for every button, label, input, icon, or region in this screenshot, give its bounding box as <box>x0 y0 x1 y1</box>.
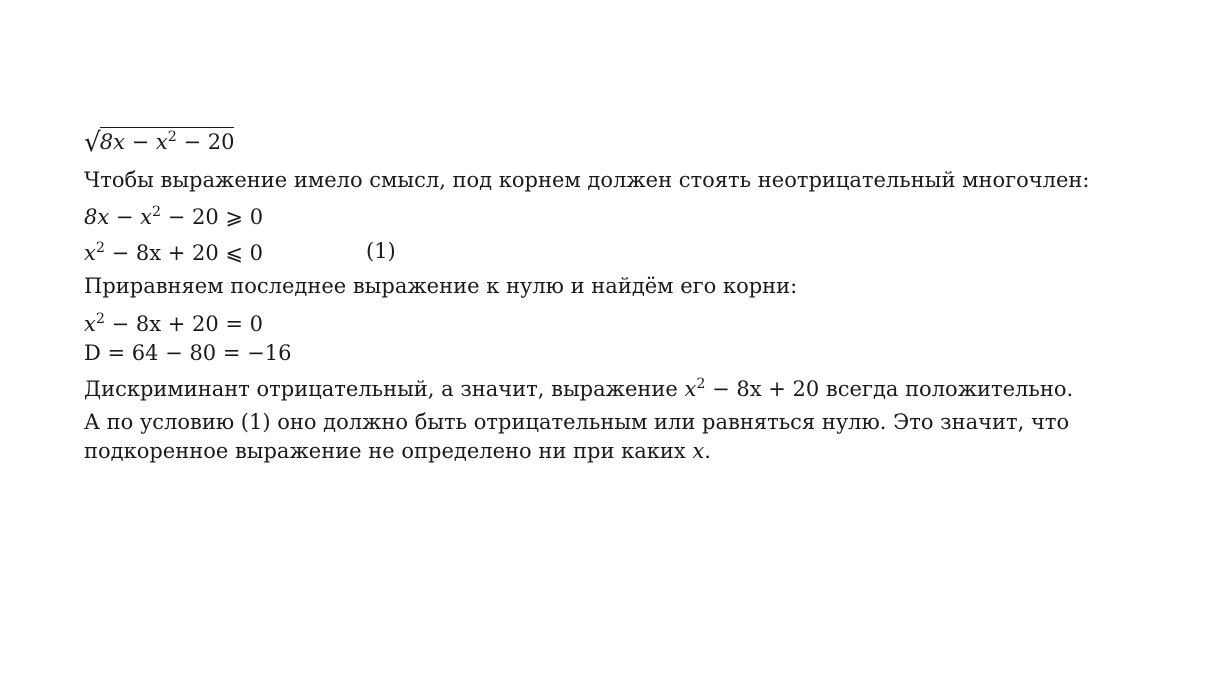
disc-math-right: − 8x + 20 <box>705 376 820 401</box>
equation-number: (1) <box>366 239 396 263</box>
ineq1-exponent: 2 <box>152 204 162 220</box>
cond2-after: . <box>704 439 711 463</box>
intro-text: Чтобы выражение имело смысл, под корнем должен стоять неотрицательный многочлен: <box>84 168 1090 192</box>
inequality-1 <box>84 205 263 228</box>
condition-text-1: А по условию (1) оно должно быть отрицательным или равняться нулю. Это значит, что <box>84 410 1070 434</box>
discriminant-text <box>84 377 1073 400</box>
ineq2-left: x <box>84 240 96 265</box>
cond2-before: подкоренное выражение не определено ни при каких <box>84 439 693 463</box>
inequality-2 <box>84 241 484 264</box>
disc-math-exponent: 2 <box>696 376 706 392</box>
ineq2-right: − 8x + 20 ⩽ 0 <box>104 240 264 265</box>
eq-left: x <box>84 311 96 336</box>
ineq2-exponent: 2 <box>95 240 105 256</box>
quadratic-equation <box>84 312 263 335</box>
disc-math-left: x <box>684 376 697 401</box>
radicand-part-b: − 20 <box>176 129 235 154</box>
ineq1-left: 8x − x <box>84 204 152 229</box>
disc-text-after: всегда положительно. <box>819 376 1074 401</box>
cond2-variable: x <box>692 439 705 463</box>
square-root <box>84 127 234 157</box>
radicand-exponent: 2 <box>167 129 177 145</box>
equate-text: Приравняем последнее выражение к нулю и найдём его корни: <box>84 274 798 298</box>
radical-sign-icon: √ <box>84 128 101 159</box>
discriminant-line: D = 64 − 80 = −16 <box>84 341 292 365</box>
radicand <box>100 127 235 153</box>
condition-text-2 <box>84 441 711 462</box>
ineq1-right: − 20 ⩾ 0 <box>161 204 264 229</box>
disc-text-before: Дискриминант отрицательный, а значит, выражение <box>84 376 685 401</box>
radical-expression <box>84 127 234 157</box>
radicand-part-a: 8x − x <box>99 129 168 154</box>
eq-right: − 8x + 20 = 0 <box>104 311 264 336</box>
eq-exponent: 2 <box>95 311 105 327</box>
